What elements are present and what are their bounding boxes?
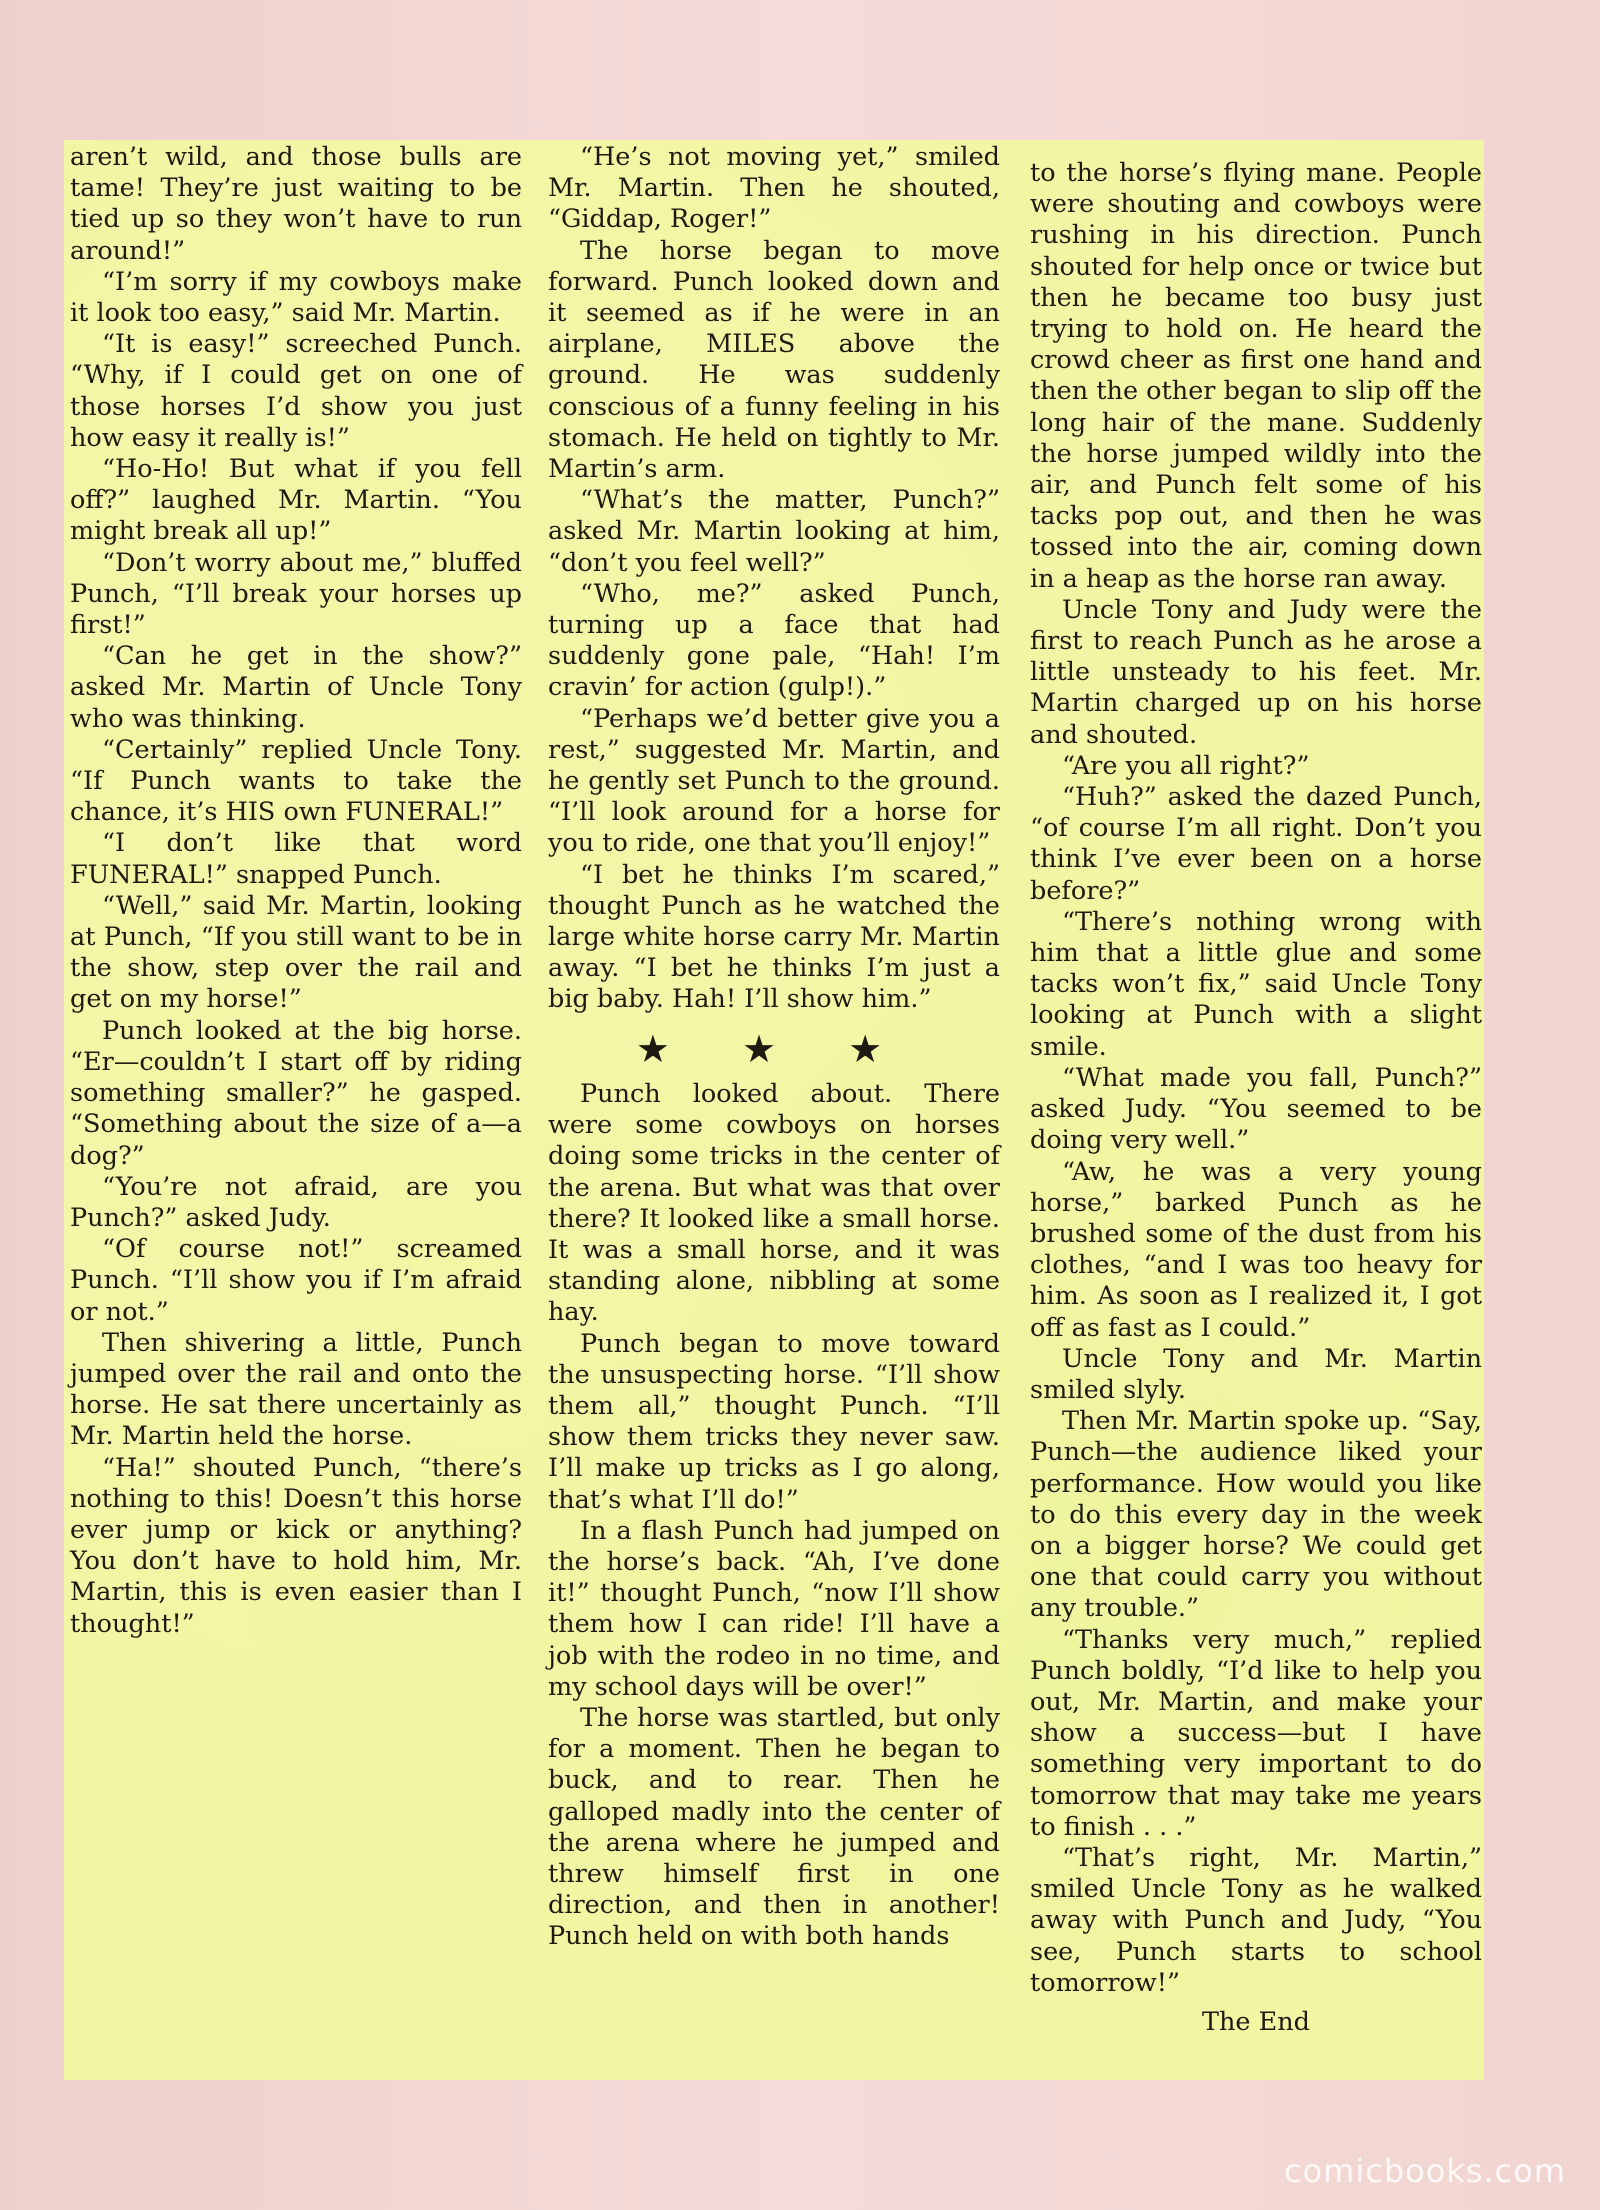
- paragraph: “I bet he thinks I’m scared,” thought Punch as he watched the large white horse carry Mr. Martin away. “I bet he thinks I’m just a big baby. Hah! I’ll show him.”: [548, 859, 1000, 1015]
- paragraph: “Huh?” asked the dazed Punch, “of course I’m all right. Don’t you think I’ve ever been on a horse before?”: [1030, 782, 1482, 906]
- paragraph: to the horse’s flying mane. People were shouting and cowboys were rushing in his direction. Punch shouted for help once or twice but then he became too busy just trying to hold on. He heard the crowd cheer as first one hand and then the other began to slip off the long hair of the mane. Suddenly the horse jumped wildly into the air, and Punch felt some of his tacks pop out, and then he was tossed into the air, coming down in a heap as the horse ran away.: [1030, 158, 1482, 594]
- paragraph: Punch began to move toward the unsuspecting horse. “I’ll show them all,” thought Punch. “I’ll show them tricks they never saw. I’ll make up tricks as I go along, that’s what I’ll do!”: [548, 1328, 1000, 1515]
- paragraph: aren’t wild, and those bulls are tame! They’re just waiting to be tied up so they won’t have to run around!”: [70, 142, 522, 266]
- paragraph: “What made you fall, Punch?” asked Judy. “You seemed to be doing very well.”: [1030, 1062, 1482, 1156]
- paragraph: Uncle Tony and Judy were the first to reach Punch as he arose a little unsteady to his feet. Mr. Martin charged up on his horse and shouted.: [1030, 594, 1482, 750]
- paragraph: “Perhaps we’d better give you a rest,” suggested Mr. Martin, and he gently set Punch to the ground. “I’ll look around for a horse for you to ride, one that you’ll enjoy!”: [548, 703, 1000, 859]
- paragraph: “Thanks very much,” replied Punch boldly, “I’d like to help you out, Mr. Martin, and make your show a success—but I have something very important to do tomorrow that may take me years to finish . . .”: [1030, 1624, 1482, 1842]
- paragraph: Then Mr. Martin spoke up. “Say, Punch—the audience liked your performance. How would you like to do this every day in the week on a bigger horse? We could get one that could carry you without any trouble.”: [1030, 1406, 1482, 1624]
- paragraph: “What’s the matter, Punch?” asked Mr. Martin looking at him, “don’t you feel well?”: [548, 485, 1000, 578]
- paragraph: “Ha!” shouted Punch, “there’s nothing to this! Doesn’t this horse ever jump or kick or anything? You don’t have to hold him, Mr. Martin, this is even easier than I thought!”: [70, 1452, 522, 1639]
- paragraph: “Certainly” replied Uncle Tony. “If Punch wants to take the chance, it’s HIS own FUNERAL!”: [70, 734, 522, 828]
- paragraph: “He’s not moving yet,” smiled Mr. Martin. Then he shouted, “Giddap, Roger!”: [548, 142, 1000, 235]
- paragraph: “Are you all right?”: [1062, 750, 1310, 781]
- paragraph: Punch looked about. There were some cowboys on horses doing some tricks in the center of the arena. But what was that over there? It looked like a small horse. It was a small horse, and it was standing alone, nibbling at some hay.: [548, 1078, 1000, 1328]
- text-column-2: [548, 142, 1000, 1953]
- watermark: comicbooks.com: [1283, 2152, 1566, 2190]
- scene-break-stars: ★ ★ ★: [635, 1026, 913, 1071]
- paragraph: “Well,” said Mr. Martin, looking at Punch, “If you still want to be in the show, step over the rail and get on my horse!”: [70, 890, 522, 1015]
- paragraph: “There’s nothing wrong with him that a little glue and some tacks won’t fix,” said Uncle Tony looking at Punch with a slight smile.: [1030, 906, 1482, 1062]
- paragraph: “Don’t worry about me,” bluffed Punch, “I’ll break your horses up first!”: [70, 547, 522, 641]
- paragraph: “You’re not afraid, are you Punch?” asked Judy.: [70, 1171, 522, 1233]
- text-column-3: [1030, 158, 1482, 2038]
- paragraph: “It is easy!” screeched Punch. “Why, if I could get on one of those horses I’d show you just how easy it really is!”: [70, 329, 522, 453]
- text-column-1: [70, 142, 522, 1640]
- paragraph: Punch looked at the big horse. “Er—couldn’t I start off by riding something smaller?” he gasped. “Something about the size of a—a dog?”: [70, 1015, 522, 1171]
- paragraph: “That’s right, Mr. Martin,” smiled Uncle Tony as he walked away with Punch and Judy, “You see, Punch starts to school tomorrow!”: [1030, 1842, 1482, 1998]
- paragraph: “Of course not!” screamed Punch. “I’ll show you if I’m afraid or not.”: [70, 1234, 522, 1327]
- paragraph: Uncle Tony and Mr. Martin smiled slyly.: [1030, 1343, 1482, 1405]
- paragraph: “I don’t like that word FUNERAL!” snapped Punch.: [70, 828, 522, 890]
- paragraph: Then shivering a little, Punch jumped over the rail and onto the horse. He sat there uncertainly as Mr. Martin held the horse.: [70, 1327, 522, 1452]
- paragraph: In a flash Punch had jumped on the horse’s back. “Ah, I’ve done it!” thought Punch, “now I’ll show them how I can ride! I’ll have a job with the rodeo in no time, and my school days will be over!”: [548, 1515, 1000, 1702]
- paragraph: The horse began to move forward. Punch looked down and it seemed as if he were in an airplane, MILES above the ground. He was suddenly conscious of a funny feeling in his stomach. He held on tightly to Mr. Martin’s arm.: [548, 235, 1000, 485]
- the-end-label: The End: [1202, 2006, 1310, 2037]
- paragraph: “I’m sorry if my cowboys make it look too easy,” said Mr. Martin.: [70, 266, 522, 329]
- paragraph: “Can he get in the show?” asked Mr. Martin of Uncle Tony who was thinking.: [70, 641, 522, 734]
- paragraph: The horse was startled, but only for a moment. Then he began to buck, and to rear. Then he galloped madly into the center of the arena where he jumped and threw himself first in one direction, and then in another! Punch held on with both hands: [548, 1702, 1000, 1952]
- paragraph: “Who, me?” asked Punch, turning up a face that had suddenly gone pale, “Hah! I’m cravin’ for action (gulp!).”: [548, 578, 1000, 703]
- paragraph: “Ho-Ho! But what if you fell off?” laughed Mr. Martin. “You might break all up!”: [70, 454, 522, 547]
- paragraph: “Aw, he was a very young horse,” barked Punch as he brushed some of the dust from his clothes, “and I was too heavy for him. As soon as I realized it, I got off as fast as I could.”: [1030, 1156, 1482, 1343]
